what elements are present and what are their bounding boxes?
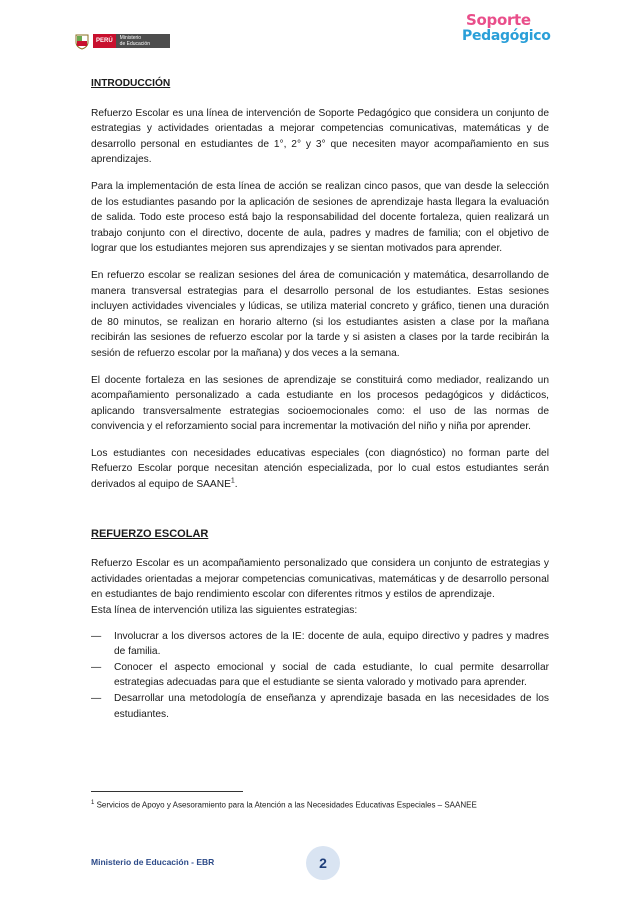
bullet-dash: — xyxy=(91,661,102,673)
heading-introduccion: INTRODUCCIÓN xyxy=(91,78,171,89)
brand-line1: Soporte xyxy=(466,11,531,29)
intro-paragraph-5-end: . xyxy=(234,479,238,491)
intro-paragraph-5-text: Los estudiantes con necesidades educativas especiales (con diagnóstico) no forman parte del Refuerzo Escolar porque necesitan atención especializada, por lo cual estos estudiantes serán derivados al equipo de SAANE xyxy=(91,447,549,491)
list-item-text: Conocer el aspecto emocional y social de cada estudiante, lo cual permite desarrollar estrategias adecuadas para que el estudiante se sienta valorado y motivado para aprender. xyxy=(114,661,549,689)
strategies-list xyxy=(91,629,549,723)
peru-label: PERÚ xyxy=(93,34,116,48)
refuerzo-paragraph: Refuerzo Escolar es un acompañamiento personalizado que considera un conjunto de estrategias y actividades orientadas a mejorar competencias comunicativas, matemáticas y de desarrollo personal en estudiantes de bajo rendimiento escolar con diferentes ritmos y estilos de aprendizaje. xyxy=(91,558,549,601)
list-item-text: Desarrollar una metodología de enseñanza y aprendizaje basada en las necesidades de los estudiantes. xyxy=(114,693,549,720)
ministry-line1: Ministerio xyxy=(119,35,142,41)
bullet-dash: — xyxy=(91,693,102,704)
list-item xyxy=(91,691,549,722)
coat-of-arms-icon xyxy=(74,33,90,50)
soporte-pedagogico-logo xyxy=(462,12,582,52)
footer-ministry-text: Ministerio de Educación - EBR xyxy=(91,857,215,867)
intro-paragraph-2: Para la implementación de esta línea de acción se realizan cinco pasos, que van desde la selección de los estudiantes pasando por la aplicación de sesiones de aprendizaje hasta llegara la evaluación de salida. Todo este proceso está bajo la responsabilidad del docente fortaleza, quien realizará un trabajo conjunto con el directivo, docente de aula, padres y madres de familia; con el objetivo de lograr que los estudiantes mejoren sus aprendizajes y se sientan motivados para aprender. xyxy=(91,180,549,255)
footnote-text: Servicios de Apoyo y Asesoramiento para la Atención a las Necesidades Educativas Especiales – SAANEE xyxy=(96,800,477,810)
intro-paragraph-3: En refuerzo escolar se realizan sesiones del área de comunicación y matemática, desarrollando de manera transversal estrategias para el desarrollo personal de los estudiantes. Estas sesiones incluyen actividades vivenciales y lúdicas, se utiliza material concreto y gráfico, tienen una duración de 80 minutos, se realizan en horario alterno (si los estudiantes asisten a clase por la mañana recibirán las sesiones de refuerzo escolar por la tarde y si asisten a clases por la tarde recibirán la sesión de refuerzo escolar por la mañana) y dos veces a la semana. xyxy=(91,269,549,359)
intro-paragraph-1: Refuerzo Escolar es una línea de intervención de Soporte Pedagógico que considera un conjunto de estrategias y actividades orientadas a mejorar competencias comunicativas, matemáticas y de desarrollo personal en estudiantes de 1°, 2° y 3° que necesiten mayor acompañamiento en sus aprendizajes. xyxy=(91,107,549,166)
heading-refuerzo-escolar: REFUERZO ESCOLAR xyxy=(91,527,209,540)
footnote-divider xyxy=(91,791,243,792)
intro-paragraph-4: El docente fortaleza en las sesiones de aprendizaje se constituirá como mediador, realizando un acompañamiento personalizado a cada estudiante en los procesos pedagógicos y didácticos, aplicando transversalmente estrategias socioemocionales como: el uso de las normas de convivencia y el reforzamiento social para incrementar la motivación del niño y niña por aprender. xyxy=(91,374,549,433)
bullet-dash: — xyxy=(91,630,102,642)
intro-paragraph-5 xyxy=(91,446,549,493)
footnote-reference[interactable]: 1 xyxy=(230,477,235,485)
footnote-number: 1 xyxy=(91,800,95,806)
list-item xyxy=(91,629,549,660)
strategies-intro: Esta línea de intervención utiliza las siguientes estrategias: xyxy=(91,605,358,617)
ministry-line2: de Educación xyxy=(119,41,150,47)
brand-line2: Pedagógico xyxy=(462,28,551,44)
ministry-label xyxy=(116,34,170,48)
list-item xyxy=(91,660,549,691)
document-body xyxy=(91,76,549,722)
page-header xyxy=(0,0,638,60)
list-item-text: Involucrar a los diversos actores de la IE: docente de aula, equipo directivo y padres y madres de familia. xyxy=(114,630,549,658)
page-number-badge: 2 xyxy=(306,846,340,880)
ministry-logo xyxy=(74,31,174,51)
footnote xyxy=(91,797,549,812)
